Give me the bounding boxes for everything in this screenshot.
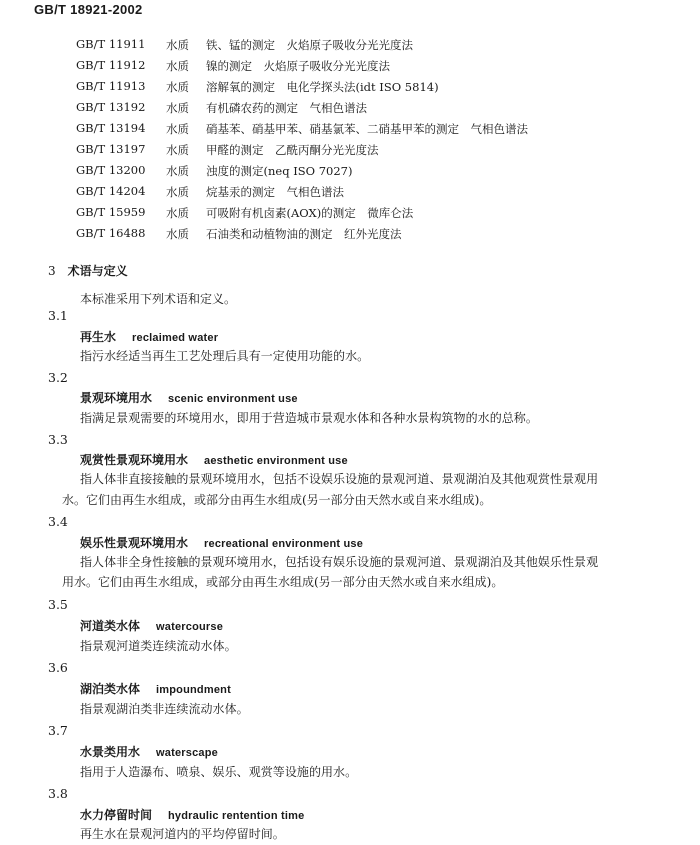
term-chinese: 娱乐性景观环境用水 (80, 536, 189, 550)
term-chinese: 水景类用水 (80, 745, 141, 759)
reference-title: 烷基汞的测定 气相色谱法 (206, 185, 344, 199)
reference-title: 甲醛的测定 乙酰丙酮分光光度法 (206, 143, 379, 157)
definition-text: 指人体非全身性接触的景观环境用水，包括设有娱乐设施的景观河道、景观湖泊及其他娱乐性景观 (80, 555, 599, 569)
reference-category: 水质 (166, 143, 189, 157)
reference-code: GB/T 15959 (76, 205, 146, 219)
definition-term (80, 743, 218, 760)
reference-category: 水质 (166, 185, 189, 199)
definition-text: 用水。它们由再生水组成，或部分由再生水组成(另一部分由天然水或自来水组成)。 (62, 575, 504, 589)
definition-term (80, 617, 223, 634)
reference-code: GB/T 16488 (76, 226, 146, 240)
reference-title: 铁、锰的测定 火焰原子吸收分光光度法 (206, 38, 413, 52)
section-number: 3 (48, 264, 56, 278)
term-english: hydraulic rentention time (168, 810, 305, 822)
definition-text: 指人体非直接接触的景观环境用水，包括不设娱乐设施的景观河道、景观湖泊及其他观赏性景观用 (80, 472, 599, 486)
section-intro: 本标准采用下列术语和定义。 (80, 292, 237, 306)
reference-title: 浊度的测定(neq ISO 7027) (206, 164, 353, 178)
term-chinese: 景观环境用水 (80, 391, 153, 405)
term-chinese: 观赏性景观环境用水 (80, 453, 189, 467)
reference-category: 水质 (166, 38, 189, 52)
reference-title: 石油类和动植物油的测定 红外光度法 (206, 227, 402, 241)
reference-category: 水质 (166, 164, 189, 178)
definition-number: 3.4 (48, 514, 68, 529)
term-english: watercourse (156, 621, 224, 633)
reference-code: GB/T 11912 (76, 58, 146, 72)
definition-text: 水。它们由再生水组成，或部分由再生水组成(另一部分由天然水或自来水组成)。 (62, 493, 492, 507)
reference-title: 溶解氧的测定 电化学探头法(idt ISO 5814) (206, 80, 439, 94)
term-english: recreational environment use (204, 538, 364, 550)
term-english: reclaimed water (132, 332, 219, 344)
definition-number: 3.6 (48, 660, 68, 675)
section-heading (48, 262, 128, 279)
term-chinese: 河道类水体 (80, 619, 141, 633)
reference-code: GB/T 13200 (76, 163, 146, 177)
definition-term (80, 680, 231, 697)
definition-text: 指用于人造瀑布、喷泉、娱乐、观赏等设施的用水。 (80, 765, 358, 779)
definition-text: 指满足景观需要的环境用水，即用于营造城市景观水体和各种水景构筑物的水的总称。 (80, 411, 538, 425)
definition-number: 3.7 (48, 723, 68, 738)
definition-text: 指污水经适当再生工艺处理后具有一定使用功能的水。 (80, 349, 370, 363)
term-chinese: 水力停留时间 (80, 808, 153, 822)
standard-header: GB/T 18921-2002 (34, 2, 143, 17)
definition-text: 指景观湖泊类非连续流动水体。 (80, 702, 249, 716)
reference-category: 水质 (166, 59, 189, 73)
definition-term (80, 328, 218, 345)
reference-code: GB/T 13192 (76, 100, 146, 114)
reference-title: 有机磷农药的测定 气相色谱法 (206, 101, 367, 115)
definition-term (80, 389, 298, 406)
term-english: aesthetic environment use (204, 455, 348, 467)
reference-title: 镍的测定 火焰原子吸收分光光度法 (206, 59, 390, 73)
term-english: impoundment (156, 684, 231, 696)
term-english: waterscape (156, 747, 218, 759)
reference-category: 水质 (166, 101, 189, 115)
term-chinese: 湖泊类水体 (80, 682, 141, 696)
reference-title: 可吸附有机卤素(AOX)的测定 微库仑法 (206, 206, 414, 220)
definition-text: 指景观河道类连续流动水体。 (80, 639, 237, 653)
term-chinese: 再生水 (80, 330, 117, 344)
section-title: 术语与定义 (67, 264, 128, 278)
reference-code: GB/T 13197 (76, 142, 146, 156)
definition-term (80, 806, 304, 823)
reference-category: 水质 (166, 80, 189, 94)
definition-number: 3.8 (48, 786, 68, 801)
reference-title: 硝基苯、硝基甲苯、硝基氯苯、二硝基甲苯的测定 气相色谱法 (206, 122, 528, 136)
reference-category: 水质 (166, 206, 189, 220)
reference-code: GB/T 13194 (76, 121, 146, 135)
definition-number: 3.5 (48, 597, 68, 612)
reference-category: 水质 (166, 227, 189, 241)
definition-term (80, 534, 363, 551)
definition-term (80, 451, 348, 468)
reference-category: 水质 (166, 122, 189, 136)
reference-code: GB/T 11913 (76, 79, 146, 93)
term-english: scenic environment use (168, 393, 298, 405)
reference-code: GB/T 11911 (76, 37, 146, 51)
definition-number: 3.1 (48, 308, 68, 323)
definition-number: 3.2 (48, 370, 68, 385)
definition-text: 再生水在景观河道内的平均停留时间。 (80, 827, 285, 841)
definition-number: 3.3 (48, 432, 68, 447)
reference-code: GB/T 14204 (76, 184, 146, 198)
